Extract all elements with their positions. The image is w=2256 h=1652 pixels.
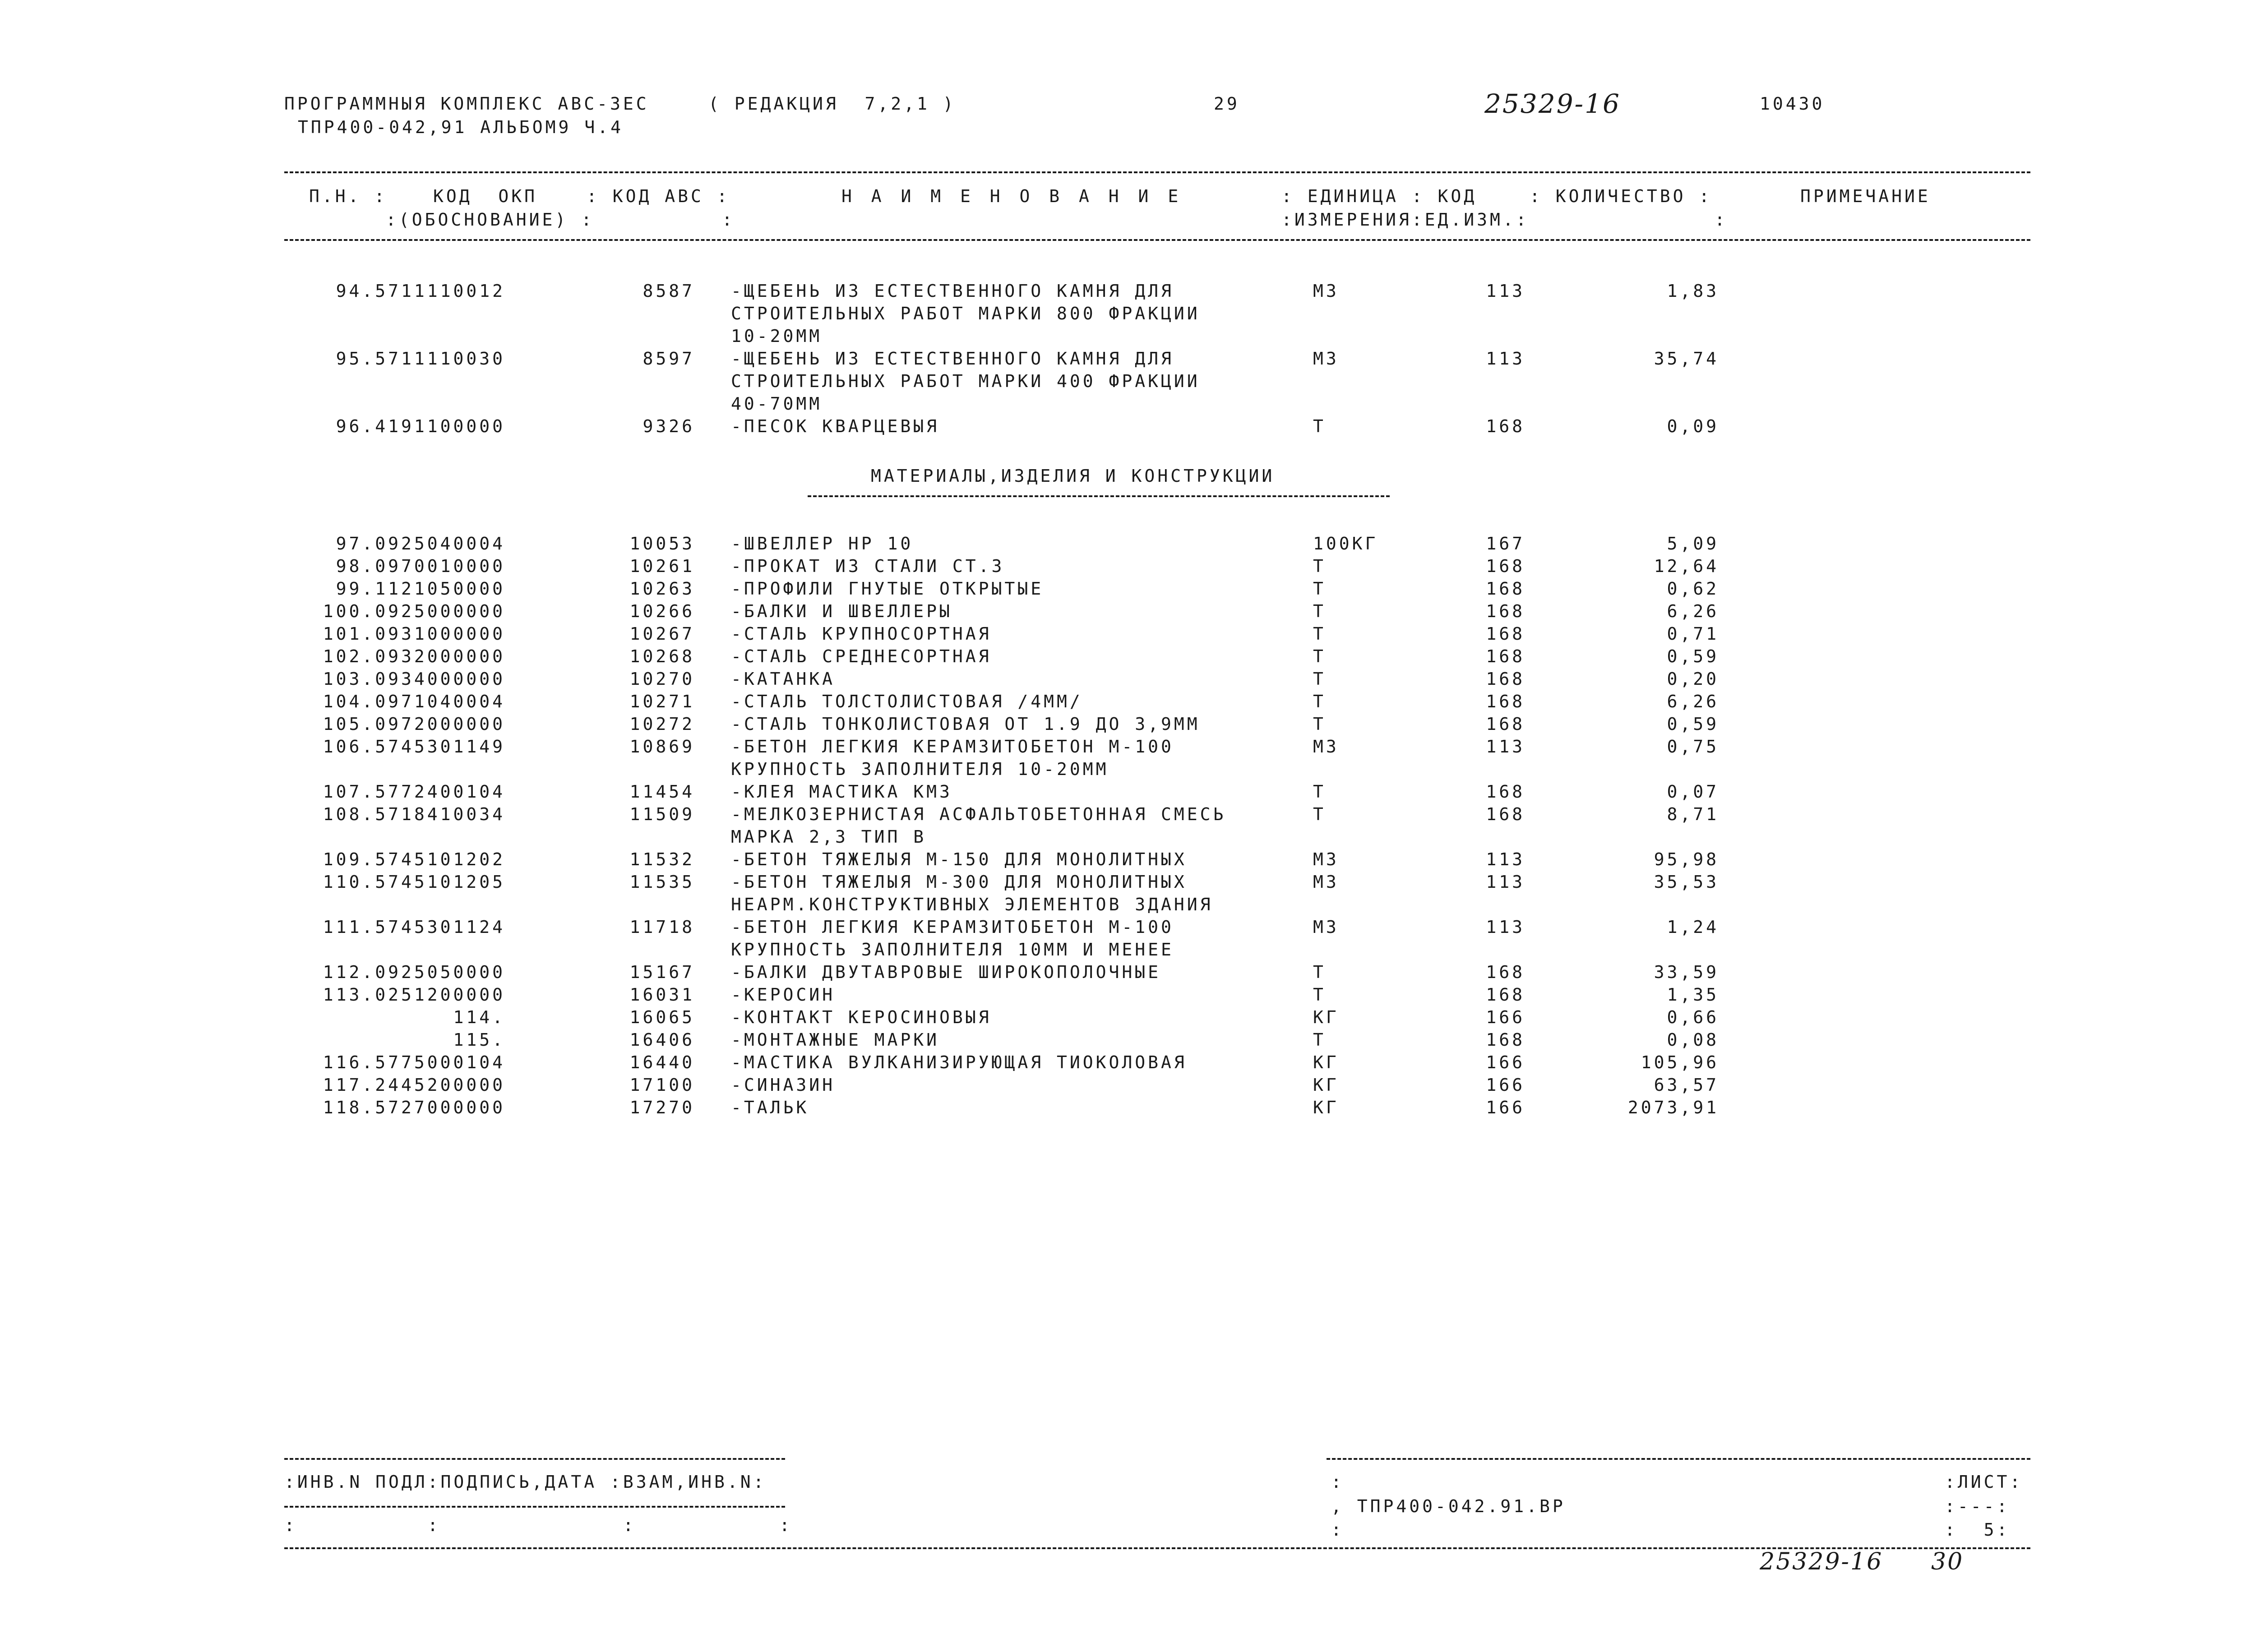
row-number: 96.4191100000 [336, 416, 505, 436]
row-abc-code: 16440 [629, 1052, 695, 1072]
row-unit: Т [1313, 601, 1326, 621]
row-quantity: 0,59 [1667, 646, 1719, 666]
col-header-sep-2: : [1715, 210, 1728, 230]
col-header-kolichestvo: : КОЛИЧЕСТВО : [1530, 186, 1712, 206]
row-name: -БЕТОН ЛЕГКИЯ КЕРАМЗИТОБЕТОН М-100 КРУПНОСТЬ ЗАПОЛНИТЕЛЯ 10ММ И МЕНЕЕ [731, 917, 1174, 960]
row-number: 117.2445200000 [323, 1075, 505, 1095]
row-quantity: 12,64 [1654, 556, 1719, 576]
row-quantity: 0,20 [1667, 669, 1719, 689]
row-number: 99.1121050000 [336, 579, 505, 599]
row-quantity: 33,59 [1654, 962, 1719, 982]
table-row [0, 1051, 2256, 1074]
row-abc-code: 9326 [643, 416, 695, 436]
row-unit: 100КГ [1313, 534, 1378, 554]
row-name: -МЕЛКОЗЕРНИСТАЯ АСФАЛЬТОБЕТОННАЯ СМЕСЬ МАРКА 2,3 ТИП В [731, 804, 1226, 847]
table-row [0, 916, 2256, 960]
row-abc-code: 17100 [629, 1075, 695, 1095]
row-unit: Т [1313, 782, 1326, 802]
table-row [0, 961, 2256, 983]
row-number: 105.0972000000 [323, 714, 505, 734]
table-row [0, 848, 2256, 871]
row-unit-code: 168 [1486, 624, 1525, 644]
edition-label: ( РЕДАКЦИЯ 7,2,1 ) [708, 94, 956, 114]
table-row [0, 1096, 2256, 1119]
table-row [0, 803, 2256, 847]
row-quantity: 6,26 [1667, 692, 1719, 711]
table-row [0, 280, 2256, 346]
row-unit-code: 168 [1486, 714, 1525, 734]
row-unit: Т [1313, 579, 1326, 599]
stamp-list-value: : 5: [1945, 1520, 2010, 1540]
col-header-sep: : [722, 210, 735, 230]
row-unit: Т [1313, 669, 1326, 689]
row-unit-code: 168 [1486, 804, 1525, 824]
row-abc-code: 10869 [629, 737, 695, 757]
row-unit: Т [1313, 692, 1326, 711]
row-unit-code: 166 [1486, 1098, 1525, 1117]
row-name: -МОНТАЖНЫЕ МАРКИ [731, 1030, 940, 1050]
row-number: 106.5745301149 [323, 737, 505, 757]
row-quantity: 63,57 [1654, 1075, 1719, 1095]
table-row [0, 668, 2256, 690]
row-unit: Т [1313, 962, 1326, 982]
row-quantity: 95,98 [1654, 849, 1719, 869]
row-name: -КЕРОСИН [731, 985, 836, 1005]
section-title: МАТЕРИАЛЫ,ИЗДЕЛИЯ И КОНСТРУКЦИИ [871, 466, 1275, 486]
row-unit-code: 113 [1486, 872, 1525, 892]
row-unit-code: 113 [1486, 849, 1525, 869]
row-quantity: 0,59 [1667, 714, 1719, 734]
row-abc-code: 10267 [629, 624, 695, 644]
row-unit: М3 [1313, 849, 1339, 869]
row-quantity: 0,62 [1667, 579, 1719, 599]
col-header-obosnovanie: :(ОБОСНОВАНИЕ) : [386, 210, 595, 230]
row-name: -БЕТОН ТЯЖЕЛЫЯ М-300 ДЛЯ МОНОЛИТНЫХ НЕАРМ.КОНСТРУКТИВНЫХ ЭЛЕМЕНТОВ ЗДАНИЯ [731, 872, 1213, 914]
row-quantity: 0,09 [1667, 416, 1719, 436]
row-unit: Т [1313, 556, 1326, 576]
row-name: -БАЛКИ ДВУТАВРОВЫЕ ШИРОКОПОЛОЧНЫЕ [731, 962, 1161, 982]
row-unit-code: 168 [1486, 556, 1525, 576]
row-abc-code: 10272 [629, 714, 695, 734]
row-unit: Т [1313, 804, 1326, 824]
row-quantity: 0,08 [1667, 1030, 1719, 1050]
row-name: -ШВЕЛЛЕР НР 10 [731, 534, 914, 554]
table-row [0, 690, 2256, 713]
row-number: 107.5772400104 [323, 782, 505, 802]
row-quantity: 35,53 [1654, 872, 1719, 892]
table-row [0, 983, 2256, 1006]
row-abc-code: 15167 [629, 962, 695, 982]
row-abc-code: 16406 [629, 1030, 695, 1050]
col-header-pn: П.Н. : [309, 186, 388, 206]
row-name: -ЩЕБЕНЬ ИЗ ЕСТЕСТВЕННОГО КАМНЯ ДЛЯ СТРОИТЕЛЬНЫХ РАБОТ МАРКИ 800 ФРАКЦИИ 10-20ММ [731, 281, 1200, 346]
row-number: 102.0932000000 [323, 646, 505, 666]
row-abc-code: 11532 [629, 849, 695, 869]
stamp-right-sep: : [1331, 1472, 1344, 1492]
row-number: 103.0934000000 [323, 669, 505, 689]
row-abc-code: 8587 [643, 281, 695, 301]
row-unit-code: 113 [1486, 737, 1525, 757]
row-quantity: 1,35 [1667, 985, 1719, 1005]
col-header-naimenovanie: Н А И М Е Н О В А Н И Е [841, 186, 1183, 206]
row-name: -БАЛКИ И ШВЕЛЛЕРЫ [731, 601, 952, 621]
stamp-doc-code: , ТПР400-042.91.ВР [1331, 1496, 1566, 1516]
row-quantity: 0,75 [1667, 737, 1719, 757]
stamp-left-rule-mid [284, 1506, 785, 1508]
row-unit: КГ [1313, 1007, 1339, 1027]
row-abc-code: 10263 [629, 579, 695, 599]
row-name: -СТАЛЬ СРЕДНЕСОРТНАЯ [731, 646, 992, 666]
row-number: 101.0931000000 [323, 624, 505, 644]
row-unit-code: 168 [1486, 1030, 1525, 1050]
row-unit: КГ [1313, 1075, 1339, 1095]
row-abc-code: 11718 [629, 917, 695, 937]
row-unit: М3 [1313, 872, 1339, 892]
table-row [0, 623, 2256, 645]
row-name: -КЛЕЯ МАСТИКА КМЗ [731, 782, 952, 802]
row-name: -КАТАНКА [731, 669, 836, 689]
row-unit: Т [1313, 624, 1326, 644]
row-unit-code: 168 [1486, 579, 1525, 599]
row-abc-code: 10266 [629, 601, 695, 621]
stamp-right-sep-2: : [1331, 1520, 1344, 1540]
row-unit: КГ [1313, 1052, 1339, 1072]
row-unit: М3 [1313, 281, 1339, 301]
row-unit: Т [1313, 416, 1326, 436]
row-number: 114. [453, 1007, 505, 1027]
stamp-left-cells: : : : : [284, 1515, 793, 1535]
table-row [0, 713, 2256, 735]
row-abc-code: 11535 [629, 872, 695, 892]
row-name: -ТАЛЬК [731, 1098, 809, 1117]
table-row [0, 532, 2256, 555]
row-quantity: 8,71 [1667, 804, 1719, 824]
row-quantity: 0,66 [1667, 1007, 1719, 1027]
row-number: 104.0971040004 [323, 692, 505, 711]
row-unit-code: 168 [1486, 782, 1525, 802]
section-underline [808, 495, 1390, 497]
row-number: 109.5745101202 [323, 849, 505, 869]
row-abc-code: 11454 [629, 782, 695, 802]
handwritten-footer-doc: 25329-16 [1760, 1548, 1883, 1575]
col-header-kod-okp: КОД ОКП [433, 186, 538, 206]
row-name: -СТАЛЬ ТОНКОЛИСТОВАЯ ОТ 1.9 ДО 3,9ММ [731, 714, 1200, 734]
row-unit-code: 113 [1486, 349, 1525, 369]
header-code: 10430 [1760, 94, 1825, 114]
row-number: 95.5711110030 [336, 349, 505, 369]
row-unit: М3 [1313, 349, 1339, 369]
row-number: 110.5745101205 [323, 872, 505, 892]
row-quantity: 1,24 [1667, 917, 1719, 937]
row-unit-code: 168 [1486, 601, 1525, 621]
row-unit-code: 166 [1486, 1007, 1525, 1027]
row-unit: КГ [1313, 1098, 1339, 1117]
stamp-list-label: :ЛИСТ: [1945, 1472, 2023, 1492]
row-quantity: 6,26 [1667, 601, 1719, 621]
table-row [0, 1074, 2256, 1096]
row-unit-code: 168 [1486, 416, 1525, 436]
table-row [0, 1029, 2256, 1051]
row-name: -СТАЛЬ КРУПНОСОРТНАЯ [731, 624, 992, 644]
stamp-right-rule-top [1327, 1458, 2030, 1460]
handwritten-doc-number: 25329-16 [1484, 88, 1621, 119]
row-number: 111.5745301124 [323, 917, 505, 937]
row-name: -ПЕСОК КВАРЦЕВЫЯ [731, 416, 940, 436]
stamp-left-rule-top [284, 1458, 785, 1460]
col-header-primechanie: ПРИМЕЧАНИЕ [1800, 186, 1931, 206]
header-rule-bottom [284, 239, 2030, 241]
row-name: -БЕТОН ЛЕГКИЯ КЕРАМЗИТОБЕТОН М-100 КРУПНОСТЬ ЗАПОЛНИТЕЛЯ 10-20ММ [731, 737, 1174, 779]
row-quantity: 2073,91 [1627, 1098, 1719, 1117]
row-number: 116.5775000104 [323, 1052, 505, 1072]
album-label: ТПР400-042,91 АЛЬБОМ9 Ч.4 [298, 117, 624, 137]
row-unit-code: 168 [1486, 985, 1525, 1005]
row-abc-code: 16031 [629, 985, 695, 1005]
row-name: -ПРОКАТ ИЗ СТАЛИ СТ.3 [731, 556, 1005, 576]
row-unit: М3 [1313, 917, 1339, 937]
row-number: 115. [453, 1030, 505, 1050]
row-unit-code: 167 [1486, 534, 1525, 554]
row-name: -КОНТАКТ КЕРОСИНОВЫЯ [731, 1007, 992, 1027]
row-unit-code: 168 [1486, 962, 1525, 982]
table-row [0, 645, 2256, 668]
row-unit: Т [1313, 714, 1326, 734]
row-quantity: 5,09 [1667, 534, 1719, 554]
header-rule-top [284, 171, 2030, 173]
row-number: 113.0251200000 [323, 985, 505, 1005]
row-abc-code: 10270 [629, 669, 695, 689]
row-abc-code: 10053 [629, 534, 695, 554]
col-header-izmereniya: :ИЗМЕРЕНИЯ:ЕД.ИЗМ.: [1281, 210, 1529, 230]
row-abc-code: 16065 [629, 1007, 695, 1027]
row-name: -ПРОФИЛИ ГНУТЫЕ ОТКРЫТЫЕ [731, 579, 1044, 599]
row-number: 100.0925000000 [323, 601, 505, 621]
table-row [0, 555, 2256, 577]
table-row [0, 735, 2256, 779]
row-number: 112.0925050000 [323, 962, 505, 982]
table-row [0, 871, 2256, 914]
page-number: 29 [1214, 94, 1240, 114]
row-name: -ЩЕБЕНЬ ИЗ ЕСТЕСТВЕННОГО КАМНЯ ДЛЯ СТРОИТЕЛЬНЫХ РАБОТ МАРКИ 400 ФРАКЦИИ 40-70ММ [731, 349, 1200, 414]
row-number: 118.5727000000 [323, 1098, 505, 1117]
table-row [0, 577, 2256, 600]
handwritten-footer-page: 30 [1931, 1548, 1964, 1575]
row-unit-code: 168 [1486, 669, 1525, 689]
row-quantity: 105,96 [1641, 1052, 1719, 1072]
row-unit: Т [1313, 646, 1326, 666]
row-unit: Т [1313, 985, 1326, 1005]
stamp-left-header: :ИНВ.N ПОДЛ:ПОДПИСЬ,ДАТА :ВЗАМ,ИНВ.N: [284, 1472, 767, 1492]
row-name: -МАСТИКА ВУЛКАНИЗИРУЮЩАЯ ТИОКОЛОВАЯ [731, 1052, 1187, 1072]
row-unit: М3 [1313, 737, 1339, 757]
row-unit-code: 168 [1486, 692, 1525, 711]
col-header-kod-abc: : КОД АВС : [587, 186, 730, 206]
row-quantity: 1,83 [1667, 281, 1719, 301]
row-name: -СИНАЗИН [731, 1075, 836, 1095]
program-title: ПРОГРАММНЫЯ КОМПЛЕКС АВС-ЗЕС [284, 94, 649, 114]
row-abc-code: 11509 [629, 804, 695, 824]
row-quantity: 0,71 [1667, 624, 1719, 644]
row-number: 94.5711110012 [336, 281, 505, 301]
row-unit-code: 166 [1486, 1075, 1525, 1095]
row-abc-code: 8597 [643, 349, 695, 369]
row-quantity: 35,74 [1654, 349, 1719, 369]
table-row [0, 415, 2256, 438]
table-row [0, 600, 2256, 623]
row-unit: Т [1313, 1030, 1326, 1050]
row-number: 97.0925040004 [336, 534, 505, 554]
row-number: 108.5718410034 [323, 804, 505, 824]
row-name: -БЕТОН ТЯЖЕЛЫЯ М-150 ДЛЯ МОНОЛИТНЫХ [731, 849, 1187, 869]
row-abc-code: 17270 [629, 1098, 695, 1117]
stamp-list-separator: :---: [1945, 1496, 2010, 1516]
row-unit-code: 168 [1486, 646, 1525, 666]
col-header-edinica: : ЕДИНИЦА : КОД [1281, 186, 1477, 206]
row-unit-code: 166 [1486, 1052, 1525, 1072]
table-row [0, 780, 2256, 803]
row-unit-code: 113 [1486, 917, 1525, 937]
table-row [0, 347, 2256, 414]
row-name: -СТАЛЬ ТОЛСТОЛИСТОВАЯ /4ММ/ [731, 692, 1083, 711]
row-quantity: 0,07 [1667, 782, 1719, 802]
row-abc-code: 10268 [629, 646, 695, 666]
table-row [0, 1006, 2256, 1029]
row-abc-code: 10261 [629, 556, 695, 576]
row-unit-code: 113 [1486, 281, 1525, 301]
row-abc-code: 10271 [629, 692, 695, 711]
row-number: 98.0970010000 [336, 556, 505, 576]
